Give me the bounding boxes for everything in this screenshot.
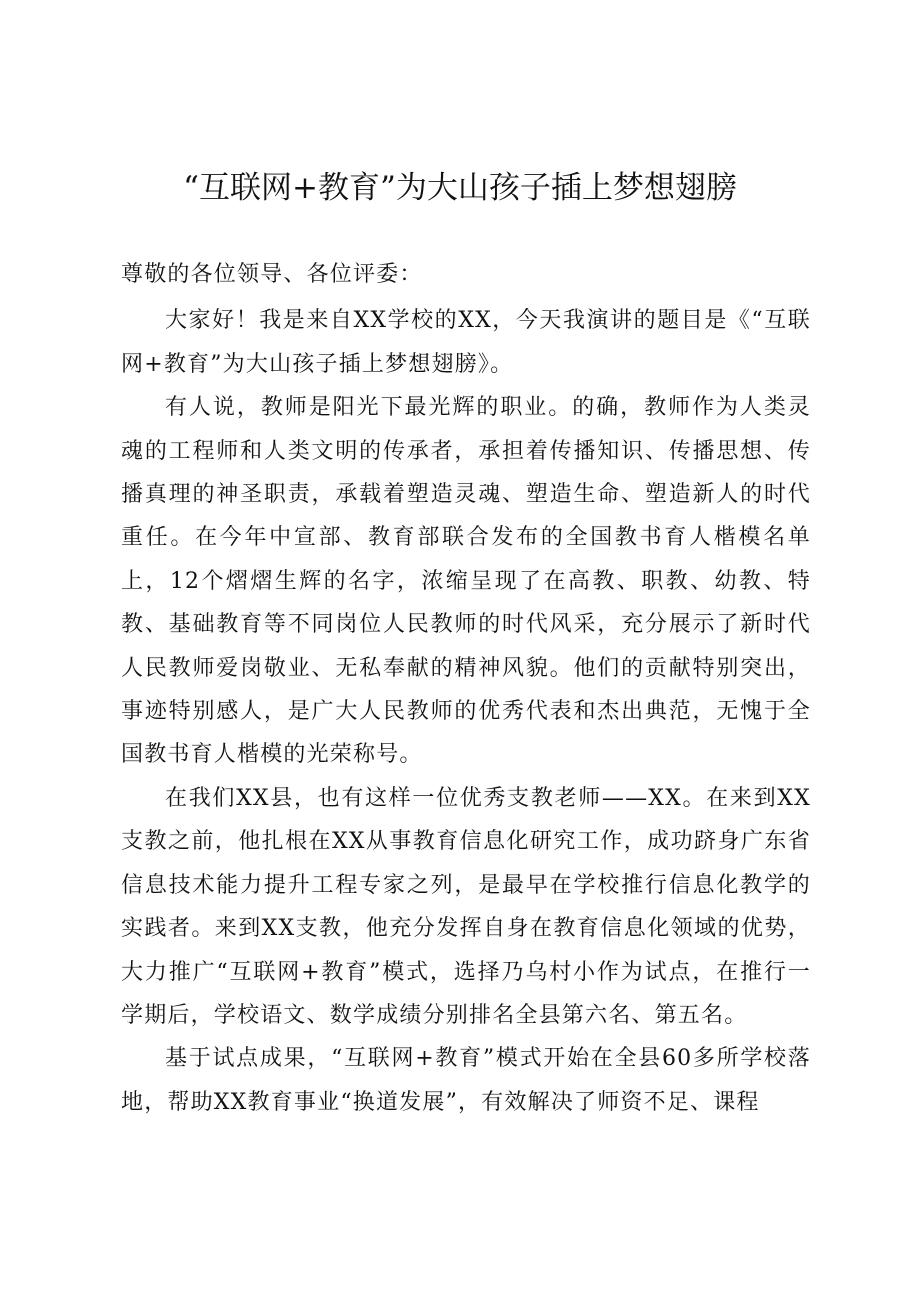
salutation: 尊敬的各位领导、各位评委： — [121, 262, 423, 287]
document-body — [121, 253, 811, 1124]
paragraph-county-teacher: 在我们XX县，也有这样一位优秀支教老师——XX。在来到XX支教之前，他扎根在XX从事教育信息化研究工作，成功跻身广东省信息技术能力提升工程专家之列，是最早在学校推行信息化教学的实践者。来到XX支教，他充分发挥自身在教育信息化领域的优势，大力推广“互联网+教育”模式，选择乃乌村小作为试点，在推行一学期后，学校语文、数学成绩分别排名全县第六名、第五名。 — [121, 785, 811, 1028]
paragraph-teacher-profession: 有人说，教师是阳光下最光辉的职业。的确，教师作为人类灵魂的工程师和人类文明的传承者，承担着传播知识、传播思想、传播真理的神圣职责，承载着塑造灵魂、塑造生命、塑造新人的时代重任。在今年中宣部、教育部联合发布的全国教书育人楷模名单上，12个熠熠生辉的名字，浓缩呈现了在高教、职教、幼教、特教、基础教育等不同岗位人民教师的时代风采，充分展示了新时代人民教师爱岗敬业、无私奉献的精神风貌。他们的贡献特别突出，事迹特别感人，是广大人民教师的优秀代表和杰出典范，无愧于全国教书育人楷模的光荣称号。 — [121, 395, 811, 768]
paragraph-intro: 大家好！我是来自XX学校的XX，今天我演讲的题目是《“互联网+教育”为大山孩子插上梦想翅膀》。 — [121, 308, 811, 377]
paragraph-pilot-results: 基于试点成果，“互联网+教育”模式开始在全县60多所学校落地，帮助XX教育事业“换道发展”，有效解决了师资不足、课程 — [121, 1046, 811, 1115]
document-title: “互联网+教育”为大山孩子插上梦想翅膀 — [183, 170, 737, 206]
